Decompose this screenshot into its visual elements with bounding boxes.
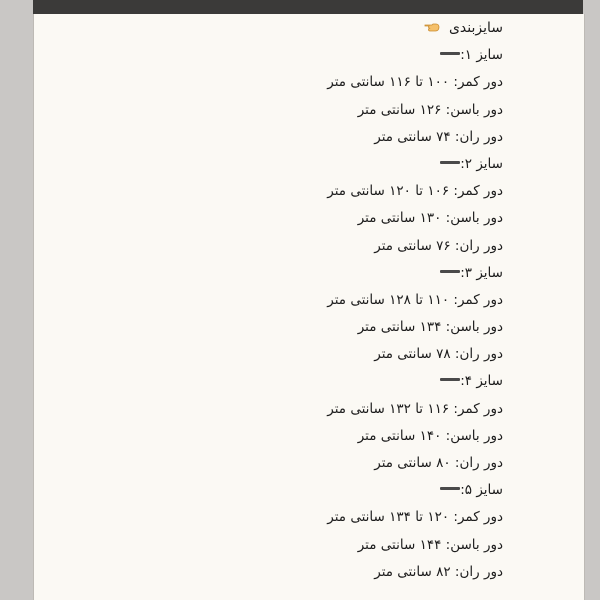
size-1-label-row xyxy=(83,42,503,69)
size-2-thigh: دور ران: ۷۶ سانتی متر xyxy=(374,237,503,254)
size-label: سایز ۵: xyxy=(460,482,503,499)
size-4-waist: دور کمر: ۱۱۶ تا ۱۳۲ سانتی متر xyxy=(327,400,503,417)
size-5-hip: دور باسن: ۱۴۴ سانتی متر xyxy=(357,536,503,553)
size-1-waist: دور کمر: ۱۰۰ تا ۱۱۶ سانتی متر xyxy=(327,74,503,91)
sizing-panel xyxy=(33,14,585,600)
size-5-thigh: دور ران: ۸۲ سانتی متر xyxy=(374,563,503,580)
dash-icon xyxy=(440,161,460,164)
size-5-waist: دور کمر: ۱۲۰ تا ۱۳۴ سانتی متر xyxy=(327,509,503,526)
size-3-hip: دور باسن: ۱۳۴ سانتی متر xyxy=(357,319,503,336)
size-3-waist: دور کمر: ۱۱۰ تا ۱۲۸ سانتی متر xyxy=(327,291,503,308)
dash-icon xyxy=(440,270,460,273)
size-4-label-row xyxy=(83,368,503,395)
size-3-label-row xyxy=(83,260,503,287)
sizing-title: سایزبندی xyxy=(448,20,503,36)
size-label: سایز ۳: xyxy=(460,264,503,281)
dash-icon xyxy=(440,52,460,55)
size-2-label-row xyxy=(83,151,503,178)
size-2-hip: دور باسن: ۱۳۰ سانتی متر xyxy=(357,210,503,227)
size-5-label-row xyxy=(83,477,503,504)
size-1-hip: دور باسن: ۱۲۶ سانتی متر xyxy=(357,101,503,118)
size-label: سایز ۲: xyxy=(460,155,503,172)
size-3-thigh: دور ران: ۷۸ سانتی متر xyxy=(374,346,503,363)
size-4-thigh: دور ران: ۸۰ سانتی متر xyxy=(374,455,503,471)
size-1-thigh: دور ران: ۷۴ سانتی متر xyxy=(374,128,503,145)
dash-icon xyxy=(440,378,460,381)
top-bar xyxy=(33,0,583,15)
sizing-title-row xyxy=(83,15,503,42)
size-label: سایز ۱: xyxy=(460,47,503,64)
size-2-waist: دور کمر: ۱۰۶ تا ۱۲۰ سانتی متر xyxy=(327,183,503,200)
dash-icon xyxy=(440,487,460,490)
pointing-hand-icon xyxy=(424,17,440,31)
sizing-content xyxy=(83,15,503,586)
size-label: سایز ۴: xyxy=(460,373,503,390)
size-4-hip: دور باسن: ۱۴۰ سانتی متر xyxy=(357,427,503,444)
